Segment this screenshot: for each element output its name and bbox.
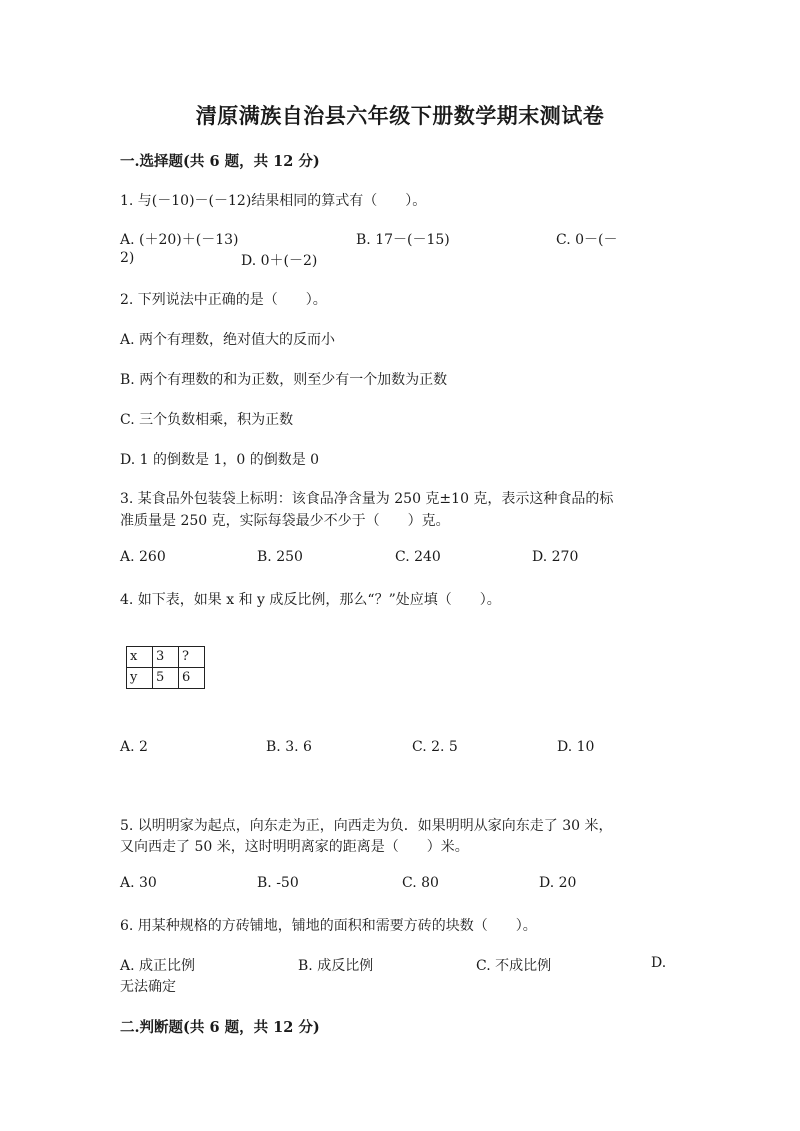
table-cell: ? xyxy=(179,647,205,668)
question-2-option-b: B. 两个有理数的和为正数，则至少有一个加数为正数 xyxy=(120,372,448,388)
question-5-stem-line1: 5. 以明明家为起点，向东走为正，向西走为负．如果明明从家向东走了 30 米， xyxy=(120,818,613,834)
question-3-option-b: B. 250 xyxy=(257,549,303,565)
section-heading-judgement: 二.判断题(共 6 题，共 12 分) xyxy=(120,1019,320,1036)
table-cell: 6 xyxy=(179,668,205,689)
page-title: 清原满族自治县六年级下册数学期末测试卷 xyxy=(195,103,605,128)
table-cell: 5 xyxy=(153,668,179,689)
question-5-option-c: C. 80 xyxy=(402,875,439,891)
question-6-option-d: D. xyxy=(651,955,667,971)
question-3-option-c: C. 240 xyxy=(395,549,441,565)
question-1-option-d: D. 0＋(－2) xyxy=(241,253,318,269)
question-4-option-b: B. 3. 6 xyxy=(266,739,312,755)
question-1-option-c-wrap: 2) xyxy=(120,250,135,266)
question-3-option-a: A. 260 xyxy=(120,549,166,565)
question-2-option-d: D. 1 的倒数是 1，0 的倒数是 0 xyxy=(120,452,320,468)
question-6-stem: 6. 用某种规格的方砖铺地，铺地的面积和需要方砖的块数（ ）。 xyxy=(120,918,537,934)
question-4-stem: 4. 如下表，如果 x 和 y 成反比例，那么“？”处应填（ ）。 xyxy=(120,592,501,608)
xy-table xyxy=(126,646,205,689)
table-row xyxy=(127,647,205,668)
question-5-option-b: B. -50 xyxy=(257,875,299,891)
question-6-option-a: A. 成正比例 xyxy=(120,958,196,974)
table-cell: 3 xyxy=(153,647,179,668)
question-1-option-b: B. 17－(－15) xyxy=(356,232,450,248)
question-4-option-a: A. 2 xyxy=(120,739,148,755)
table-cell: y xyxy=(127,668,153,689)
question-2-stem: 2. 下列说法中正确的是（ ）。 xyxy=(120,292,327,308)
question-1-option-c: C. 0－(－ xyxy=(556,232,618,248)
question-2-option-c: C. 三个负数相乘，积为正数 xyxy=(120,412,294,428)
table-cell: x xyxy=(127,647,153,668)
question-6-option-d-wrap: 无法确定 xyxy=(120,979,176,995)
question-1-stem: 1. 与(－10)－(－12)结果相同的算式有（ ）。 xyxy=(120,193,427,209)
question-3-stem-line2: 准质量是 250 克，实际每袋最少不少于（ ）克。 xyxy=(120,513,450,529)
question-4-option-d: D. 10 xyxy=(557,739,595,755)
question-4-option-c: C. 2. 5 xyxy=(412,739,458,755)
section-heading-choice: 一.选择题(共 6 题，共 12 分) xyxy=(120,153,320,170)
question-5-stem-line2: 又向西走了 50 米，这时明明离家的距离是（ ）米。 xyxy=(120,839,469,855)
question-6-option-c: C. 不成比例 xyxy=(476,958,552,974)
question-1-option-a: A. (＋20)＋(－13) xyxy=(120,232,239,248)
question-5-option-d: D. 20 xyxy=(539,875,577,891)
question-5-option-a: A. 30 xyxy=(120,875,157,891)
table-row xyxy=(127,668,205,689)
question-3-stem-line1: 3. 某食品外包装袋上标明：该食品净含量为 250 克±10 克，表示这种食品的标 xyxy=(120,491,614,507)
question-3-option-d: D. 270 xyxy=(532,549,579,565)
question-6-option-b: B. 成反比例 xyxy=(298,958,374,974)
question-2-option-a: A. 两个有理数，绝对值大的反而小 xyxy=(120,332,336,348)
